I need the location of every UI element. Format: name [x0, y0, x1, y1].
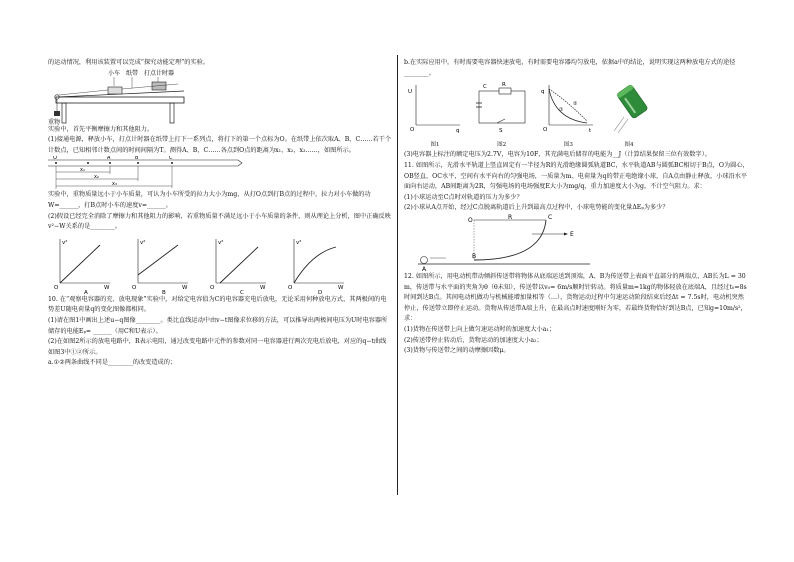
capacitor-figures-row [404, 81, 654, 150]
fig3-x: t [589, 128, 592, 135]
label-tape: 纸带 [126, 69, 139, 77]
graph-a-y: v² [62, 239, 68, 246]
fig3-origin: O [543, 127, 548, 134]
fig1-origin: O [410, 127, 415, 134]
paper-tape-figure [48, 156, 248, 190]
fig3-curve-2: ② [573, 101, 578, 108]
graph-c-y: v² [218, 239, 224, 246]
graph-c-origin: O [210, 284, 215, 291]
graph-d-y: v² [296, 239, 302, 246]
label-cart: 小车 [108, 69, 121, 77]
graph-b-origin: O [132, 284, 137, 291]
tape-label-x2: x₂ [94, 174, 99, 181]
figure-4 [604, 81, 654, 150]
tape-label-c: C [169, 156, 173, 162]
graph-a-origin: O [54, 284, 59, 291]
figure-2-circuit [471, 81, 533, 135]
question-10-part-a: a.①②两条曲线不同是________的改变造成的； [48, 359, 177, 367]
graph-d-label: D [318, 289, 323, 295]
question-10-part-1: (1)请在图1中画出上述u−q图像________。类比直线运动中由v−t图像求位移的方法，可以推导出两极间电压为U时电容器所储存的电能Eₚ= ______（用C和U表示）。 [48, 316, 388, 335]
apparatus-figure [48, 69, 198, 125]
graph-a-label: A [84, 289, 88, 295]
graph-c-x: W [260, 284, 266, 291]
figure-2 [471, 81, 533, 150]
fig1-y: U [408, 89, 413, 96]
fig2-c: C [482, 84, 487, 91]
fig1-x: q [456, 128, 460, 135]
fig11-b: B [472, 252, 477, 260]
figure-3-caption: 图3 [563, 141, 573, 148]
graph-b-x: W [182, 284, 188, 291]
fig11-o: O [468, 216, 473, 224]
figure-1 [404, 81, 466, 150]
friction-step: 实验中，首先平衡摩擦力和其他阻力。 [48, 125, 154, 133]
intro-text: 的运动情况，利用该装置可以完成“探究动能定理”的实验。 [48, 59, 210, 66]
graph-option-c [204, 235, 282, 295]
right-column [404, 58, 750, 357]
tape-label-a: A [107, 156, 111, 162]
tape-label-b: B [135, 156, 139, 162]
graph-c-label: C [240, 289, 244, 295]
tape-label-x1: x₁ [80, 167, 85, 174]
question-part-1: (1)接通电源，释放小车，打点计时器在纸带上打下一系列点，将打下的第一个点标为O。在纸带上依次取A、B、C……若干个计数点，已知相邻计数点间的时间间隔为T。测得A、B、C……各点到O点的距离为x₁、x₂、x₃……，如图所示。 [48, 136, 392, 154]
question-12-part-1: (1)货物在传送带上向上做匀速运动时的加速度大小a₁； [404, 325, 556, 333]
fig11-a: A [422, 265, 427, 272]
question-12-part-2: (2)传送带停止转动后，货物运动的加速度大小a₂； [404, 336, 543, 344]
graph-d-x: W [338, 284, 344, 291]
question-10-part-b: b.在实际应用中，有时需要电容器快速放电，有时需要电容器均匀放电，依据a中的结论，说明实现这两种放电方式的途径________。 [404, 59, 736, 77]
question-11-stem: 11. 如图所示，光滑水平轨道上竖直固定有一半径为R的光滑绝缘圆弧轨道BC，水平轨道AB与圆弧BC相切于B点，O为圆心，OB竖直，OC水平，空间有水平向右的匀强电场，一质量为m、电荷量为q的带正电绝缘小球，自A点由静止释放，小球沿水平面向右运动，AB间距离为2R，匀强电场的电场强度E大小为mg/q，重力加速度大小为g，不计空气阻力。求： [404, 161, 749, 191]
question-10-part-3: (3)电容器上标注的额定电压为2.7V，电容为10F，其充满电后储存的电能为__J（计算结果保留三位有效数字）。 [404, 151, 711, 159]
tape-label-o: O [53, 156, 57, 162]
tape-label-x3: x₃ [112, 181, 117, 188]
fig11-e: E [570, 230, 574, 238]
question-11-part-1: (1)小球运动至C点时对轨道的压力为多少？ [404, 193, 523, 201]
graph-option-a [48, 235, 126, 295]
question-10-part-2: (2)在如图2所示的放电电路中，R表示电阻，通过改变电路中元件的参数对同一电容器进行两次充电后放电，对应的q−t曲线如图3中①②所示。 [48, 338, 387, 356]
label-timer: 打点计时器 [144, 69, 175, 77]
figure-1-caption: 图1 [430, 141, 440, 148]
figure-2-caption: 图2 [497, 141, 507, 148]
figure-4-capacitor-photo [604, 81, 654, 135]
graph-options-row [48, 235, 392, 295]
question-12-part-3: (3)货物与传送带之间的动摩擦因数μ。 [404, 347, 510, 355]
question-12-stem: 12. 如图所示，用电动机带动倾斜传送带将物体从底端运送到顶端，A、B为传送带上表面平直部分的两端点，AB长为L = 30 m，传送带与水平面的夹角为θ（θ未知），传送带以v₀= 6m/s顺时针转动。将质量m=1kg的物体轻放在底端A，且经过t₀=8s时间到达B点。其间电动机做功与机械能增加量相等（…），货物运动过程中匀速运动阶段结束后经Δt = 7.5s时，电动机突然停止，传送带立即停止运动。货物从传送带A端上升，在最高点时速度刚好为零，若最终货物恰好到达B点，已知g=10m/s²，求： [404, 272, 748, 323]
question-part-2: (2)假设已经完全消除了摩擦力和其他阻力的影响，若重物质量不满足远小于小车质量的条件，则从理论上分析，图中正确反映v²−W关系的是________。 [48, 212, 391, 231]
question-part-1b: 实验中，重物质量远小于小车质量，可认为小车所受的拉力大小为mg，从打O点到打B点的过程中，拉力对小车做的功W=______，打B点时小车的速度v=______。 [48, 191, 371, 209]
graph-a-x: W [104, 284, 110, 291]
fig2-r: R [501, 82, 506, 89]
label-weight: 重物 [48, 118, 61, 125]
question-10-stem: 10. 在“观察电容器的充、放电现象”实验中，对给定电容值为C的电容器充电后放电，无论采用何种放电方式，其两极间的电势差U随电荷量q的变化图像都相同。 [48, 295, 387, 314]
question-11-figure [414, 214, 594, 272]
figure-3-graph [537, 81, 599, 135]
question-11-part-2: (2)小球从A点开始，经过C点脱离轨道后上升到最高点过程中，小球电势能的变化量ΔEₚ为多少？ [404, 204, 669, 212]
graph-b-y: v² [140, 239, 146, 246]
graph-option-d [282, 235, 360, 295]
graph-option-b [126, 235, 204, 295]
figure-4-caption: 图4 [624, 141, 634, 148]
fig11-c: C [548, 213, 553, 221]
column-divider [397, 55, 398, 495]
fig11-r: R [508, 213, 513, 221]
figure-3 [537, 81, 599, 150]
left-column [48, 58, 392, 369]
graph-d-origin: O [288, 284, 293, 291]
fig3-curve-1: ① [559, 107, 564, 114]
fig2-s: S [498, 128, 503, 135]
fig3-y: q [541, 89, 545, 96]
graph-b-label: B [162, 289, 166, 295]
figure-1-graph [404, 81, 466, 135]
